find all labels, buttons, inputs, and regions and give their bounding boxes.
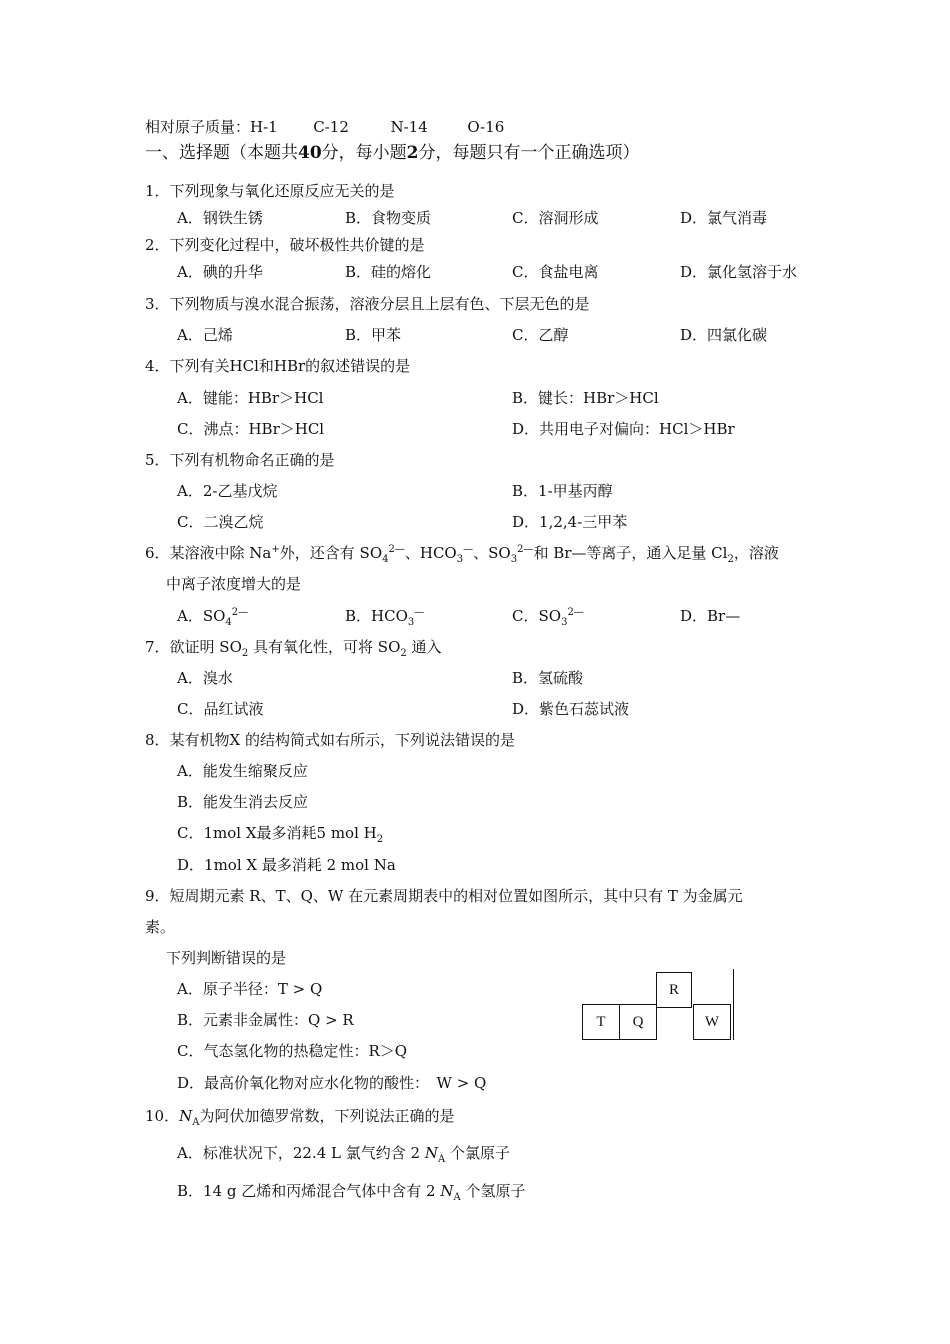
q5-option-d: D．1,2,4-三甲苯 (512, 513, 628, 531)
q9-stem-line2: 素。 (145, 918, 176, 936)
q7-sub-2: 2 (400, 648, 407, 659)
atomic-mass-h: 相对原子质量：H-1 (145, 118, 278, 136)
q3-option-b: B．甲苯 (345, 326, 402, 344)
q8-option-c-text: C．1mol X最多消耗5 mol H (177, 824, 377, 842)
q6-option-b-sup: — (414, 607, 425, 618)
q7-option-c: C．品红试液 (177, 700, 264, 718)
q10-na-symbol: N (179, 1107, 193, 1125)
q6-hco3-sup: — (463, 544, 474, 555)
q7-sub-1: 2 (241, 648, 249, 659)
q8-option-c (177, 823, 383, 843)
q6-so4-sub: 4 (382, 554, 389, 565)
q9-option-c: C．气态氢化物的热稳定性：R＞Q (177, 1042, 408, 1060)
q10-option-a-tail: 个氯原子 (445, 1144, 510, 1162)
q8-option-a: A．能发生缩聚反应 (177, 762, 308, 780)
q6-cl2-sub: 2 (727, 554, 734, 565)
section-title-part2: 分，每小题 (321, 143, 407, 163)
q1-option-d: D．氯气消毒 (680, 209, 768, 227)
q6-na-plus: + (271, 544, 280, 555)
q10-option-a-text: A．标准状况下，22.4 L 氯气约含 2 (177, 1144, 425, 1162)
q4-option-c: C．沸点：HBr＞HCl (177, 420, 325, 438)
q6-option-c-text: C．SO (512, 607, 562, 625)
q10-stem (145, 1106, 454, 1126)
q6-so3-sub: 3 (510, 554, 518, 565)
q6-stem-line2: 中离子浓度增大的是 (166, 575, 302, 593)
cell-w: W (693, 1004, 731, 1040)
q6-option-a-sup: 2— (231, 607, 249, 618)
q7-text-1: 7．欲证明 SO (145, 638, 242, 656)
q10-stem-text: 为阿伏加德罗常数，下列说法正确的是 (199, 1107, 455, 1125)
q1-option-b: B．食物变质 (345, 209, 432, 227)
q3-option-c: C．乙醇 (512, 326, 569, 344)
q2-option-b: B．硅的熔化 (345, 263, 432, 281)
q10-option-b-text: B．14 g 乙烯和丙烯混合气体中含有 2 (177, 1182, 441, 1200)
cell-q: Q (619, 1004, 657, 1040)
q7-text-3: 通入 (406, 638, 442, 656)
atomic-mass-n: N-14 (390, 118, 428, 136)
atomic-mass-o: O-16 (467, 118, 505, 136)
q9-stem-line1: 9．短周期元素 R、T、Q、W 在元素周期表中的相对位置如图所示，其中只有 T 为金属元 (145, 887, 743, 905)
q6-text-3: 、HCO (404, 544, 457, 562)
q7-text-2: 具有氧化性，可将 SO (248, 638, 401, 656)
q2-option-a: A．碘的升华 (177, 263, 263, 281)
q9-option-b: B．元素非金属性：Q > R (177, 1011, 354, 1029)
q8-stem: 8．某有机物X 的结构简式如右所示，下列说法错误的是 (145, 731, 515, 749)
q10-option-b (177, 1181, 525, 1201)
q7-option-d: D．紫色石蕊试液 (512, 700, 630, 718)
q10-option-a-na: N (424, 1144, 438, 1162)
q7-option-a: A．溴水 (177, 669, 233, 687)
section-points-each: 2 (406, 143, 419, 163)
q6-option-b (345, 606, 424, 626)
q5-option-a: A．2-乙基戊烷 (177, 482, 278, 500)
q6-option-c-sub: 3 (561, 617, 568, 628)
q10-option-b-tail: 个氢原子 (460, 1182, 526, 1200)
cell-t: T (582, 1004, 620, 1040)
q8-option-c-sub: 2 (376, 834, 384, 845)
q1-option-a: A．钢铁生锈 (177, 209, 263, 227)
q9-option-a: A．原子半径：T > Q (177, 980, 323, 998)
q6-so4-sup: 2— (388, 544, 405, 555)
atomic-mass-line (145, 117, 504, 137)
atomic-mass-c: C-12 (313, 118, 349, 136)
cell-r: R (656, 972, 692, 1008)
q6-hco3-sub: 3 (456, 554, 464, 565)
q7-stem (145, 637, 442, 657)
q6-option-c-sup: 2— (567, 607, 584, 618)
q10-option-b-na-sub: A (453, 1192, 461, 1203)
q6-stem-line1 (145, 543, 779, 563)
q6-text-5: 和 Br—等离子，通入足量 Cl (533, 544, 728, 562)
table-divider (656, 1004, 657, 1040)
q6-option-b-text: B．HCO (345, 607, 408, 625)
q6-option-d: D．Br— (680, 607, 741, 625)
q4-option-b: B．键长：HBr＞HCl (512, 389, 659, 407)
q4-option-d: D．共用电子对偏向：HCl＞HBr (512, 420, 735, 438)
q6-option-c (512, 606, 584, 626)
q2-option-d: D．氯化氢溶于水 (680, 263, 798, 281)
q10-na-sub: A (192, 1117, 200, 1128)
q6-text-2: 外，还含有 SO (279, 544, 383, 562)
q6-text-6: ，溶液 (733, 544, 779, 562)
q9-stem-line3: 下列判断错误的是 (166, 949, 287, 967)
q1-stem: 1．下列现象与氧化还原反应无关的是 (145, 182, 395, 200)
q5-option-b: B．1-甲基丙醇 (512, 482, 613, 500)
q6-option-b-sub: 3 (407, 617, 415, 628)
q10-option-a-na-sub: A (437, 1154, 446, 1165)
q1-option-c: C．溶洞形成 (512, 209, 599, 227)
section-title (145, 143, 640, 163)
q5-option-c: C．二溴乙烷 (177, 513, 264, 531)
q6-text-4: 、SO (473, 544, 511, 562)
section-title-part1: 一、选择题（本题共 (145, 143, 298, 163)
q6-option-a-text: A．SO (177, 607, 226, 625)
q6-so3-sup: 2— (517, 544, 534, 555)
section-title-part3: 分，每题只有一个正确选项） (418, 143, 640, 163)
q3-option-a: A．己烯 (177, 326, 233, 344)
q2-stem: 2．下列变化过程中，破坏极性共价键的是 (145, 236, 425, 254)
q8-option-d: D．1mol X 最多消耗 2 mol Na (177, 856, 396, 874)
q4-stem: 4．下列有关HCl和HBr的叙述错误的是 (145, 357, 411, 375)
q5-stem: 5．下列有机物命名正确的是 (145, 451, 335, 469)
table-border-line (733, 969, 734, 1040)
section-points-total: 40 (298, 143, 322, 163)
q10-option-a (177, 1143, 510, 1163)
q6-text-1: 6．某溶液中除 Na (145, 544, 272, 562)
q7-option-b: B．氢硫酸 (512, 669, 584, 687)
q6-option-a-sub: 4 (225, 617, 232, 628)
q10-number: 10． (145, 1107, 180, 1125)
q4-option-a: A．键能：HBr＞HCl (177, 389, 324, 407)
q8-option-b: B．能发生消去反应 (177, 793, 309, 811)
q3-option-d: D．四氯化碳 (680, 326, 768, 344)
q9-option-d: D．最高价氧化物对应水化物的酸性： W > Q (177, 1074, 487, 1092)
q10-option-b-na: N (440, 1182, 454, 1200)
q6-option-a (177, 606, 248, 626)
q2-option-c: C．食盐电离 (512, 263, 599, 281)
q3-stem: 3．下列物质与溴水混合振荡，溶液分层且上层有色、下层无色的是 (145, 295, 590, 313)
